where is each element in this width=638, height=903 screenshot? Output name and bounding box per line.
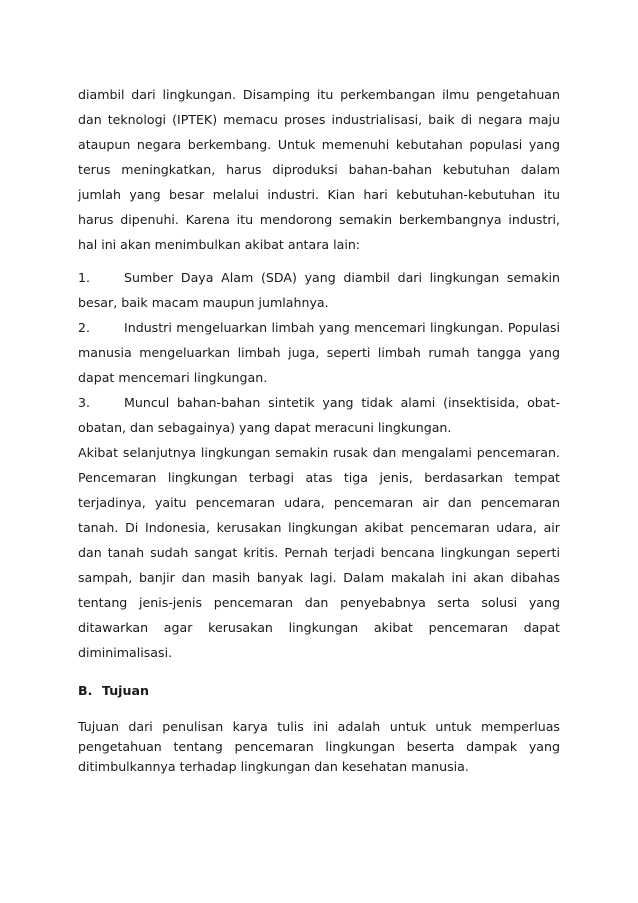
list-number: 3. bbox=[78, 395, 91, 410]
list-text: Sumber Daya Alam (SDA) yang diambil dari lingkungan semakin besar, baik macam maupun jumlahnya. bbox=[78, 270, 560, 310]
list-item bbox=[78, 265, 560, 315]
section-heading bbox=[78, 681, 560, 701]
document-page bbox=[78, 82, 560, 777]
consequence-paragraph: Akibat selanjutnya lingkungan semakin rusak dan mengalami pencemaran. Pencemaran lingkungan terbagi atas tiga jenis, berdasarkan tempat terjadinya, yaitu pencemaran udara, pencemaran air dan pencemaran tanah. Di Indonesia, kerusakan lingkungan akibat pencemaran udara, air dan tanah sudah sangat kritis. Pernah terjadi bencana lingkungan seperti sampah, banjir dan masih banyak lagi. Dalam makalah ini akan dibahas tentang jenis-jenis pencemaran dan penyebabnya serta solusi yang ditawarkan agar kerusakan lingkungan akibat pencemaran dapat diminimalisasi. bbox=[78, 445, 560, 660]
spacer bbox=[78, 665, 560, 681]
list-number: 1. bbox=[78, 270, 91, 285]
list-number: 2. bbox=[78, 320, 91, 335]
section-paragraph: Tujuan dari penulisan karya tulis ini adalah untuk untuk memperluas pengetahuan tentang pencemaran lingkungan beserta dampak yang ditimbulkannya terhadap lingkungan dan kesehatan manusia. bbox=[78, 719, 560, 774]
list-text: Industri mengeluarkan limbah yang mencemari lingkungan. Populasi manusia mengeluarkan limbah juga, seperti limbah rumah tangga yang dapat mencemari lingkungan. bbox=[78, 320, 560, 385]
list-item bbox=[78, 390, 560, 440]
spacer bbox=[78, 701, 560, 717]
list-item bbox=[78, 315, 560, 390]
spacer bbox=[78, 257, 560, 265]
intro-paragraph: diambil dari lingkungan. Disamping itu perkembangan ilmu pengetahuan dan teknologi (IPTEK) memacu proses industrialisasi, baik di negara maju ataupun negara berkembang. Untuk memenuhi kebutahan populasi yang terus meningkatkan, harus diproduksi bahan-bahan kebutuhan dalam jumlah yang besar melalui industri. Kian hari kebutuhan-kebutuhan itu harus dipenuhi. Karena itu mendorong semakin berkembangnya industri, hal ini akan menimbulkan akibat antara lain: bbox=[78, 87, 560, 252]
section-number: B. bbox=[78, 683, 93, 698]
list-text: Muncul bahan-bahan sintetik yang tidak alami (insektisida, obat-obatan, dan sebagainya) yang dapat meracuni lingkungan. bbox=[78, 395, 560, 435]
section-title: Tujuan bbox=[102, 683, 149, 698]
